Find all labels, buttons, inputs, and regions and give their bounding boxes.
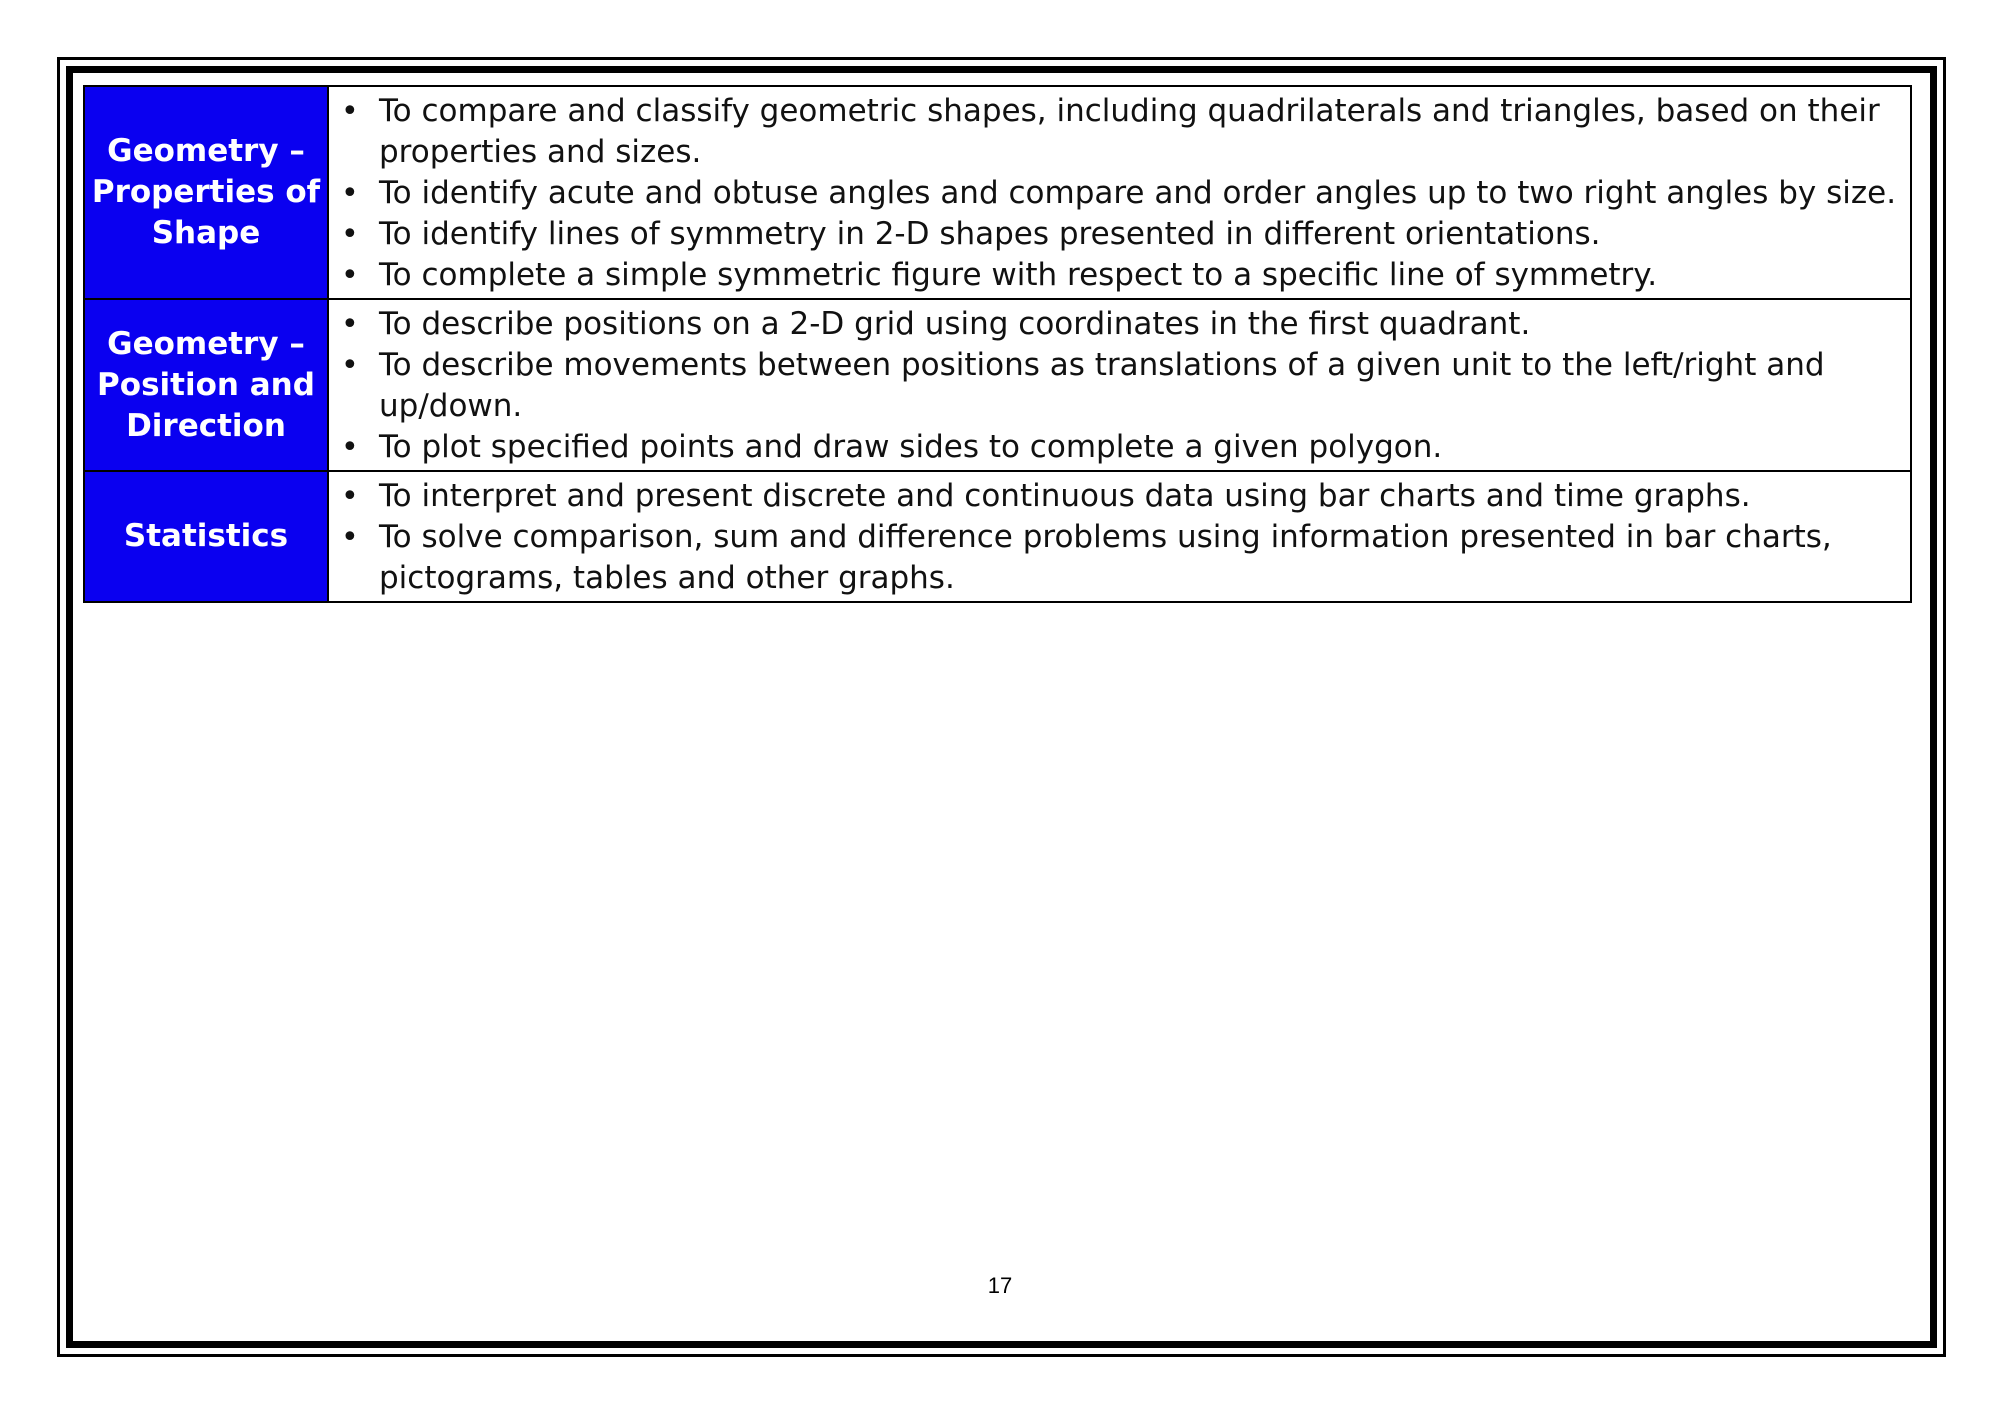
table-row <box>84 86 1911 299</box>
objectives-cell <box>328 471 1911 602</box>
objective-item: • To interpret and present discrete and continuous data using bar charts and time graphs. <box>329 476 1900 517</box>
objective-item: • To identify lines of symmetry in 2-D shapes presented in different orientations. <box>329 214 1900 255</box>
strand-cell: Statistics <box>84 471 328 602</box>
objectives-list <box>329 300 1910 470</box>
objective-item: • To identify acute and obtuse angles and compare and order angles up to two right angles by size. <box>329 173 1900 214</box>
objectives-cell <box>328 299 1911 471</box>
objectives-list <box>329 472 1910 601</box>
curriculum-table <box>83 85 1912 603</box>
table-row <box>84 299 1911 471</box>
objective-item: • To describe movements between positions as translations of a given unit to the left/right and up/down. <box>329 345 1900 427</box>
objectives-list <box>329 87 1910 298</box>
page-number: 17 <box>987 1273 1013 1298</box>
objective-item: • To describe positions on a 2-D grid using coordinates in the first quadrant. <box>329 304 1900 345</box>
strand-cell: Geometry – Properties of Shape <box>84 86 328 299</box>
objective-item: • To plot specified points and draw sides to complete a given polygon. <box>329 427 1900 468</box>
strand-cell: Geometry – Position and Direction <box>84 299 328 471</box>
objective-item: • To complete a simple symmetric figure with respect to a specific line of symmetry. <box>329 255 1900 296</box>
objective-item: • To solve comparison, sum and difference problems using information presented in bar charts, pictograms, tables and other graphs. <box>329 517 1900 599</box>
table-row <box>84 471 1911 602</box>
objective-item: • To compare and classify geometric shapes, including quadrilaterals and triangles, based on their properties and sizes. <box>329 91 1900 173</box>
objectives-cell <box>328 86 1911 299</box>
